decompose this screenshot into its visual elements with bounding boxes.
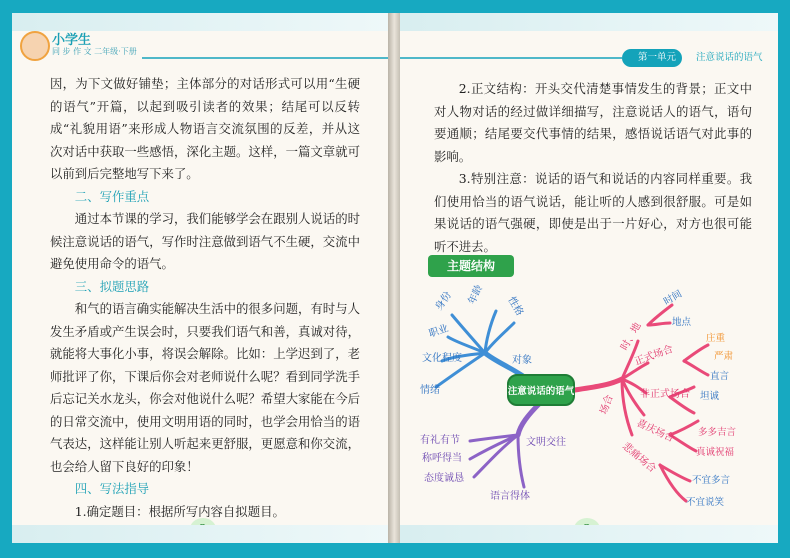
unit-label: 第一单元 xyxy=(622,49,682,67)
section-heading: 二、写作重点 xyxy=(74,188,150,204)
mindmap-stem-occasion xyxy=(575,379,622,390)
paragraph: 3.特别注意：说话的语气和说话的内容同样重要。我们使用恰当的语气说话，能让听的人感到很舒服。可是如果说话的语气强硬，即使是出于一片好心，对方也很可能听不进去。 xyxy=(434,171,752,254)
paragraph: 和气的语言确实能解决生活中的很多问题，有时与人发生矛盾或产生误会时，只要我们语气和善，真诚对待，就能将大事化小事，将误会解除。比如：上学迟到了，老师批评了你，下课后你会对老师说什么呢？看到同学洗手后忘记关水龙头，你会对他说什么呢？希望大家能在今后的日常交流中，使用文明用语的同时，也学会用恰当的语气表达，这样能让别人听起来更舒服，更愿意和你交流，也会给人留下良好的印象！ xyxy=(50,301,360,474)
mindmap-leaf: 地点 xyxy=(672,317,692,328)
mindmap-leaf: 严肃 xyxy=(714,351,734,362)
mindmap-link xyxy=(518,435,524,487)
mindmap-leaf: 真诚祝福 xyxy=(696,447,735,458)
theme-mind-map xyxy=(400,275,778,515)
mindmap-leaf: 身份 xyxy=(433,290,454,313)
mindmap-leaf: 悲痛场合 xyxy=(620,440,658,476)
mindmap-leaf: 正式场合 xyxy=(633,343,675,368)
mindmap-leaf: 性格 xyxy=(505,295,525,318)
unit-title: 注意说话的语气 xyxy=(696,52,763,63)
mindmap-leaf: 态度诚恳 xyxy=(424,473,464,484)
page-bottom-band xyxy=(12,525,390,543)
mindmap-branch-object: 对象 xyxy=(512,355,532,366)
mindmap-leaf: 时、地 xyxy=(619,321,644,353)
mindmap-leaf: 语言得体 xyxy=(490,491,530,502)
mindmap-center-label: 注意说话的语气 xyxy=(507,386,575,397)
mindmap-leaf: 文化程度 xyxy=(422,353,462,364)
paragraph: 通过本节课的学习，我们能够学会在跟别人说话的时候注意说话的语气，写作时注意做到语气不生硬，交流中避免使用命令的语气。 xyxy=(50,211,360,271)
mindmap-link xyxy=(684,345,708,361)
mindmap-leaf: 时间 xyxy=(662,288,684,308)
mindmap-leaf: 职业 xyxy=(427,323,450,340)
mindmap-leaf: 有礼有节 xyxy=(420,435,460,446)
mindmap-stem-civil xyxy=(518,403,540,435)
child-avatar-icon xyxy=(20,31,50,61)
mindmap-leaf: 多多吉言 xyxy=(698,427,737,438)
series-subtitle: 同 步 作 文 二年级·下册 xyxy=(52,47,137,56)
mindmap-link xyxy=(660,465,686,501)
page-bottom-band xyxy=(400,525,778,543)
theme-structure-banner: 主题结构 xyxy=(428,255,514,277)
mindmap-branch-occasion: 场合 xyxy=(598,393,616,417)
mindmap-leaf: 坦诚 xyxy=(700,391,720,402)
series-title: 小学生 xyxy=(52,33,92,48)
mindmap-leaf: 直言 xyxy=(710,371,730,382)
paragraph: 1.确定题目：根据所写内容自拟题目。 xyxy=(74,503,285,519)
header-rule xyxy=(142,57,390,59)
mindmap-branch-civil: 文明交往 xyxy=(526,437,566,448)
mindmap-leaf: 称呼得当 xyxy=(422,453,462,464)
paragraph: 因，为下文做好铺垫；主体部分的对话形式可以用“生硬的语气”开篇，以起到吸引读者的效果；结尾可以反转成“礼貌用语”来形成人物语言交流氛围的反差，并从这次对话中获取一些感悟，深化主题。这样，一篇文章就可以前到后完整地写下来了。 xyxy=(50,76,360,181)
right-body-text xyxy=(434,78,752,258)
mindmap-link xyxy=(474,435,518,477)
mindmap-leaf: 年龄 xyxy=(466,283,486,307)
mindmap-leaf: 不宜多言 xyxy=(692,475,731,486)
mindmap-leaf: 喜庆场合 xyxy=(634,417,676,445)
paragraph: 2.正文结构：开头交代清楚事情发生的背景；正文中对人物对话的经过做详细描写，注意说话人的语气，语句要通顺；结尾要交代事情的结果，感悟说话语气对此事的影响。 xyxy=(434,81,752,164)
unit-tag xyxy=(622,49,772,67)
mindmap-link xyxy=(684,361,708,375)
header-rule xyxy=(400,57,622,59)
left-body-text xyxy=(50,73,360,523)
page-top-band xyxy=(400,13,778,31)
mindmap-leaf: 庄重 xyxy=(706,333,726,344)
right-page xyxy=(400,13,778,543)
mindmap-leaf: 不宜说笑 xyxy=(686,497,725,508)
section-heading: 四、写法指导 xyxy=(74,481,150,496)
mindmap-leaf: 非正式场合 xyxy=(640,389,690,400)
section-heading: 三、拟题思路 xyxy=(74,278,150,294)
mindmap-leaf: 情绪 xyxy=(420,385,440,396)
left-page xyxy=(12,13,390,543)
